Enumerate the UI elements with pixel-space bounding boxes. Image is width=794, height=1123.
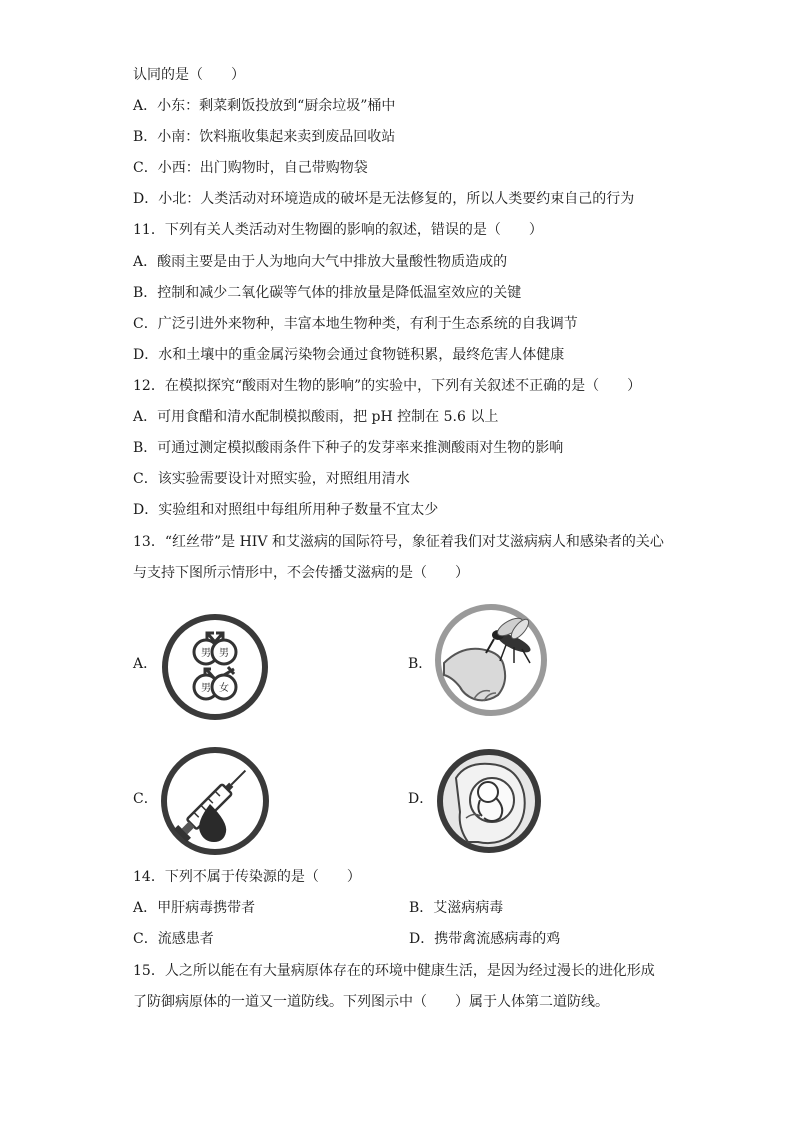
- q11-stem: 11．下列有关人类活动对生物圈的影响的叙述，错误的是（ ）: [133, 222, 543, 238]
- q10-stem-end: 认同的是（ ）: [133, 67, 245, 83]
- q10-option-c: C．小西：出门购物时，自己带购物袋: [133, 160, 368, 176]
- mosquito-icon: [434, 603, 548, 717]
- q13-stem-line1: 13．“红丝带”是 HIV 和艾滋病的国际符号，象征着我们对艾滋病病人和感染者的关心: [133, 534, 664, 550]
- male-symbol-text-2: 男: [219, 648, 229, 659]
- q14-option-a: A．甲肝病毒携带者: [133, 900, 256, 916]
- q13-label-d: D．: [408, 791, 434, 807]
- q11-option-a: A．酸雨主要是由于人为地向大气中排放大量酸性物质造成的: [133, 254, 508, 270]
- male-symbol-text-1: 男: [201, 648, 211, 659]
- q12-option-a: A．可用食醋和清水配制模拟酸雨，把 pH 控制在 5.6 以上: [133, 409, 499, 425]
- female-symbol-text: 女: [219, 683, 229, 694]
- q13-label-a: A．: [133, 656, 158, 672]
- q11-option-c: C．广泛引进外来物种，丰富本地生物种类，有利于生态系统的自我调节: [133, 316, 578, 332]
- gender-symbols-icon: [162, 612, 268, 722]
- q14-stem: 14．下列不属于传染源的是（ ）: [133, 869, 361, 885]
- syringe-icon: [160, 746, 270, 856]
- q12-option-d: D．实验组和对照组中每组所用种子数量不宜太少: [133, 502, 439, 518]
- syringe-blood-image: [160, 746, 270, 856]
- q13-label-c: C．: [133, 791, 158, 807]
- q12-option-b: B．可通过测定模拟酸雨条件下种子的发芽率来推测酸雨对生物的影响: [133, 440, 564, 456]
- q15-stem-line1: 15．人之所以能在有大量病原体存在的环境中健康生活，是因为经过漫长的进化形成: [133, 963, 655, 979]
- q14-option-c: C．流感患者: [133, 931, 214, 947]
- q12-option-c: C．该实验需要设计对照实验，对照组用清水: [133, 471, 410, 487]
- male-symbol-text-3: 男: [201, 683, 211, 694]
- q11-option-b: B．控制和减少二氧化碳等气体的排放量是降低温室效应的关键: [133, 285, 522, 301]
- q13-label-b: B．: [408, 656, 433, 672]
- q11-option-d: D．水和土壤中的重金属污染物会通过食物链积累，最终危害人体健康: [133, 347, 565, 363]
- q15-stem-line2: 了防御病原体的一道又一道防线。下列图示中（ ）属于人体第二道防线。: [133, 994, 609, 1010]
- q14-option-b: B．艾滋病病毒: [409, 900, 504, 916]
- q12-stem: 12．在模拟探究“酸雨对生物的影响”的实验中，下列有关叙述不正确的是（ ）: [133, 378, 642, 394]
- q10-option-d: D．小北：人类活动对环境造成的破坏是无法修复的，所以人类要约束自己的行为: [133, 191, 635, 207]
- q13-stem-line2: 与支持下图所示情形中，不会传播艾滋病的是（ ）: [133, 565, 469, 581]
- q10-option-a: A．小东：剩菜剩饭投放到“厨余垃圾”桶中: [133, 98, 396, 114]
- gender-symbols-image: [162, 612, 268, 722]
- q14-option-d: D．携带禽流感病毒的鸡: [409, 931, 561, 947]
- fetus-icon: [436, 748, 542, 854]
- mosquito-bite-image: [434, 603, 548, 717]
- q10-option-b: B．小南：饮料瓶收集起来卖到废品回收站: [133, 129, 396, 145]
- fetus-image: [436, 748, 542, 854]
